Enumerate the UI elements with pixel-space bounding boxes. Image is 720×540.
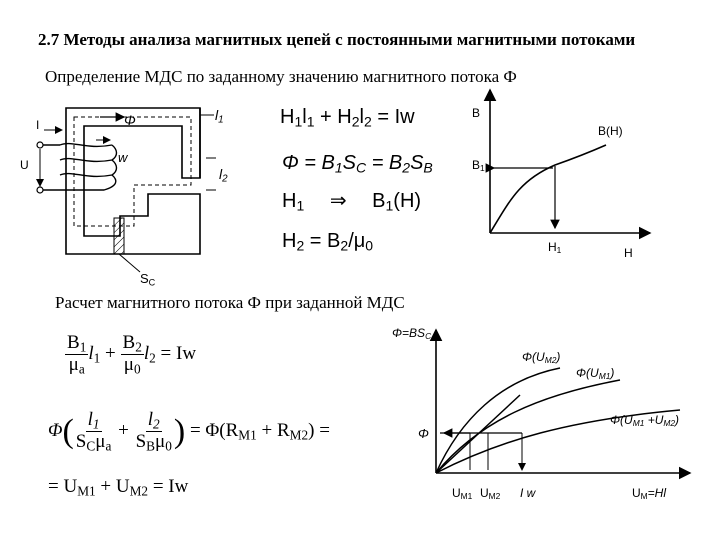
bh-curve-label: B(H)	[598, 124, 623, 138]
x-um2-label: $U_{M2}$	[480, 486, 501, 502]
eq-mmf-drops: = $U_{M1} + U_{M2} = Iw$	[48, 476, 189, 499]
eq-bh-lookup: $H_1$ ⇒ $B_1(H)$	[282, 190, 422, 214]
label-sc: $S_C$	[140, 271, 156, 288]
load-line	[436, 395, 520, 473]
phi-chart-axes	[436, 330, 690, 473]
eq-flux: $\Phi = B_1S_C = B_2S_B$	[282, 152, 433, 176]
phi-level-label: Φ	[418, 426, 429, 441]
label-l1: $l_1$	[215, 107, 224, 126]
magnetic-core	[66, 108, 200, 254]
eq-reluctance-sum: $\frac{B_1}{\mu_a}$ $l_1$ + $\frac{B_2}{\mu_0}$ $l_2 = Iw$	[67, 332, 197, 377]
curve-um2-label: $\Phi(U_{M2})$	[522, 350, 561, 366]
coil	[42, 144, 117, 190]
label-current: I	[36, 118, 40, 132]
label-l2: $l_2$	[219, 166, 228, 185]
label-turns: w	[118, 150, 128, 165]
phi-y-label: $\Phi=BS_C$	[392, 326, 432, 342]
curve-um1-label: $\Phi(U_{M1})$	[576, 366, 615, 382]
terminal-top	[37, 142, 43, 148]
bh-y-label: B	[472, 106, 481, 120]
bh-x-label: H	[624, 246, 633, 260]
label-phi: Φ	[124, 112, 136, 128]
eq-h2: $H_2 = B_2/\mu_0$	[282, 230, 374, 254]
eq-phi-reluctance: Φ( $\frac{l_1}{S_C\mu_a}$ + $\frac{l_2}{S_B\mu_0}$ ) = $\Phi(R_{M1} + R_{M2})$ =	[48, 409, 330, 454]
page-title: 2.7 Методы анализа магнитных цепей с постоянными магнитными потоками	[38, 30, 636, 49]
bh-b1-label: $B_1$	[472, 158, 485, 174]
bh-curve	[490, 145, 606, 233]
label-voltage: U	[20, 158, 29, 172]
sc-section-hatch	[114, 218, 124, 254]
bh-h1-label: $H_1$	[548, 240, 562, 256]
x-iw-label: I w	[520, 486, 536, 500]
section-title-1: Определение МДС по заданному значению магнитного потока Ф	[45, 67, 517, 86]
curve-sum-label: $\Phi(U_{M1} +U_{M2})$	[610, 413, 680, 429]
terminal-bottom	[37, 187, 43, 193]
phi-x-label: $U_M=Hl$	[632, 486, 666, 502]
eq-mmf: $H_1l_1 + H_2l_2 = Iw$	[280, 106, 415, 130]
section-title-2: Расчет магнитного потока Ф при заданной МДС	[55, 293, 405, 312]
bh-chart-axes	[490, 90, 650, 233]
x-um1-label: $U_{M1}$	[452, 486, 473, 502]
